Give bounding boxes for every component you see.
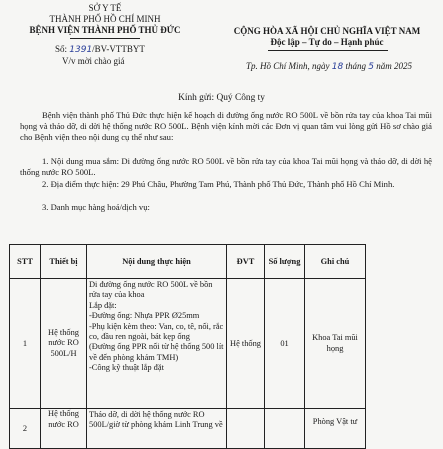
row1-content-line: (Đường ống PPR nối từ hệ thống 500 lít về đến phòng khám TMH): [89, 342, 224, 362]
number-prefix: Số:: [55, 44, 68, 54]
item-procurement-content: 1. Nội dung mua sắm: Di đường ống nước RO 500L về bồn rửa tay của khoa Tai mũi họng và tháo dỡ, di dời hệ thống nước RO 500L.: [20, 156, 432, 178]
header-content: Nội dung thực hiện: [87, 245, 227, 279]
national-motto: Độc lập – Tự do – Hạnh phúc: [270, 37, 384, 47]
row1-content-line: -Công kỹ thuật lắp đặt: [89, 363, 164, 373]
date-day: 18: [331, 62, 344, 72]
row1-content-line: Lắp đặt:: [89, 300, 117, 310]
number-handwritten: 1391: [69, 45, 93, 55]
row1-content-line: Di đường ống nước RO 500L về bồn rửa tay của khoa: [89, 280, 213, 300]
hospital-name: BỆNH VIỆN THÀNH PHỐ THỦ ĐỨC: [29, 25, 181, 35]
left-header-underline: [70, 38, 140, 39]
document-date: [246, 61, 412, 72]
dept-name: SỞ Y TẾ: [88, 3, 122, 13]
header-device: Thiết bị: [41, 245, 87, 279]
row1-content-line: -Phụ kiện kèm theo: Van, co, tê, nối, rắc co, đầu ren ngoài, bát kẹp ống: [89, 321, 224, 342]
row2-content-line: Tháo dỡ, di dời hệ thống nước RO: [89, 410, 205, 419]
header-quantity: Số lượng: [265, 245, 305, 279]
row1-stt: 1: [10, 279, 41, 409]
row2-unit: [227, 409, 265, 449]
date-month: 5: [368, 62, 374, 72]
city-name: THÀNH PHỐ HỒ CHÍ MINH: [49, 14, 161, 24]
header-unit: ĐVT: [227, 245, 265, 279]
date-mid: tháng: [345, 61, 366, 71]
row2-quantity: [265, 409, 305, 449]
item-location: 2. Địa điểm thực hiện: 29 Phú Châu, Phường Tam Phú, Thành phố Thủ Đức, Thành phố Hồ Chí Minh.: [42, 179, 395, 189]
table-row: [10, 279, 366, 409]
row2-device: Hệ thống nước RO: [41, 409, 87, 449]
country-name: CỘNG HÒA XÃ HỘI CHỦ NGHĨA VIỆT NAM: [233, 26, 421, 36]
item-goods-list: 3. Danh mục hàng hoá/dịch vụ:: [42, 202, 150, 212]
row1-note: Khoa Tai mũi họng: [305, 279, 366, 409]
row2-stt: 2: [10, 409, 41, 449]
row1-content: [87, 279, 227, 409]
row2-note: Phòng Vật tư: [305, 409, 366, 449]
row1-device: Hệ thống nước RO 500L/H: [41, 279, 87, 409]
row2-content: [87, 409, 227, 449]
row1-unit: Hệ thống: [227, 279, 265, 409]
document-subject: V/v mời chào giá: [62, 56, 125, 66]
date-year: năm 2025: [376, 61, 412, 71]
number-suffix: /BV-VTTBYT: [92, 44, 145, 54]
header-stt: STT: [10, 245, 41, 279]
table-header-row: [10, 245, 366, 279]
salutation: Kính gửi: Quý Công ty: [178, 93, 265, 103]
row1-quantity: 01: [265, 279, 305, 409]
row1-content-line: -Đường ống: Nhựa PPR Ø25mm: [89, 311, 200, 321]
right-header-underline: [268, 50, 388, 51]
table-row: [10, 409, 366, 449]
intro-paragraph: Bệnh viện thành phố Thủ Đức thực hiện kế hoạch di đường ống nước RO 500L về bồn rửa tay của khoa Tai mũi họng và tháo dỡ, di dời hệ thống nước RO 500L. Bệnh viện kính mời các Đơn vị quan tâm vui lòng gửi Hồ sơ chào giá cho Bệnh viện theo nội dung cụ thể như sau:: [20, 110, 432, 143]
row2-content-line: 500L/giờ từ phòng khám Linh Trung về: [89, 420, 223, 430]
document-number: [55, 44, 145, 55]
date-prefix: Tp. Hồ Chí Minh, ngày: [246, 61, 330, 71]
goods-table: [9, 244, 366, 449]
header-note: Ghi chú: [305, 245, 366, 279]
